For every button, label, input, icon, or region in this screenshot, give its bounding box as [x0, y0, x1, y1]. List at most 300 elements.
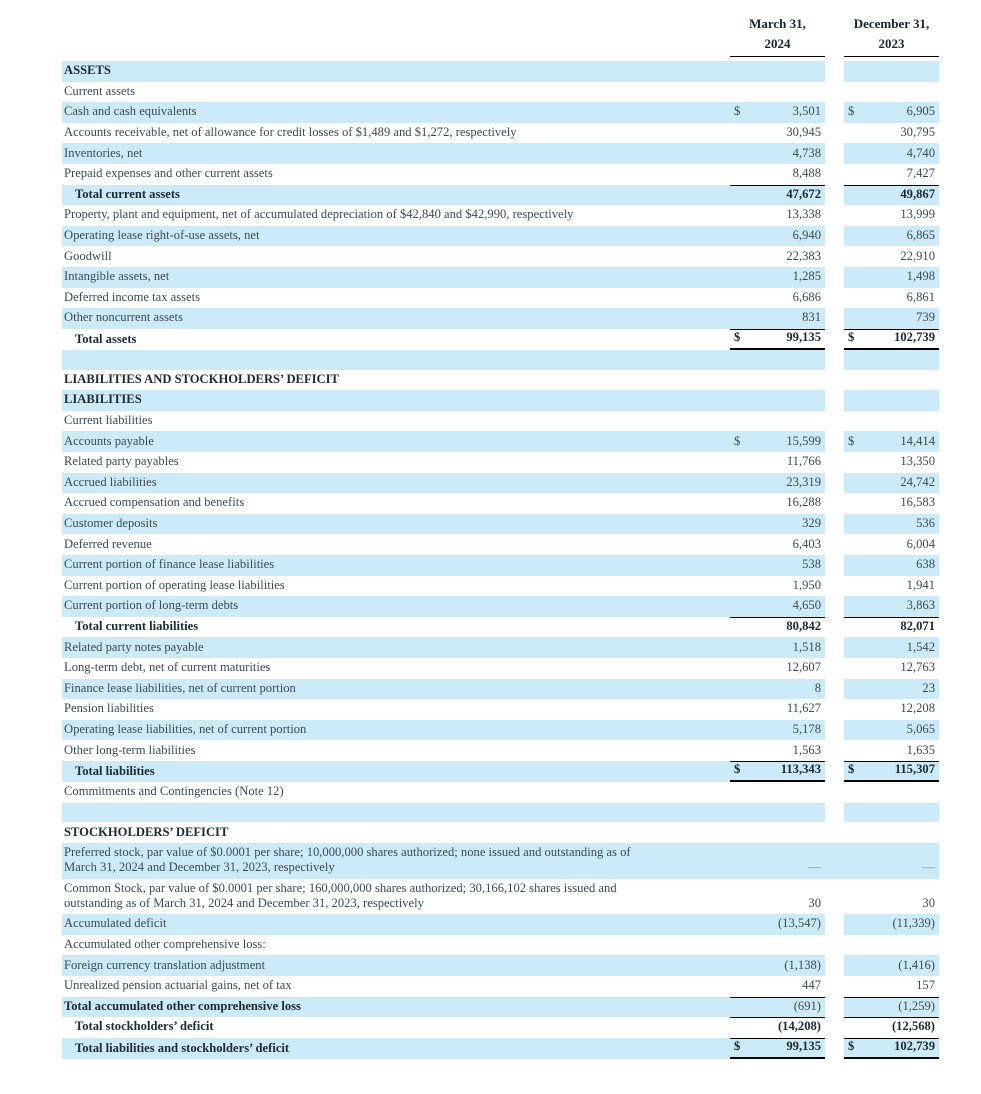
cell-value: 6,865 [906, 227, 935, 242]
value-march-31-2024 [730, 185, 825, 206]
table-row [62, 555, 939, 576]
header-date-line1: December 31, [853, 16, 930, 31]
cell-value: (13,547) [777, 916, 821, 931]
value-march-31-2024 [730, 123, 825, 144]
value-december-31-2023 [844, 61, 939, 82]
row-label [62, 976, 730, 997]
value-december-31-2023 [844, 879, 939, 915]
cell-value: 1,941 [906, 577, 935, 592]
value-december-31-2023 [844, 596, 939, 617]
value-december-31-2023 [844, 617, 939, 638]
row-label-line: Total stockholders’ deficit [75, 1019, 214, 1034]
row-label-line: Current portion of operating lease liabilities [64, 577, 285, 592]
value-march-31-2024 [730, 514, 825, 535]
table-row [62, 879, 939, 915]
cell-value: (14,208) [777, 1019, 821, 1034]
value-march-31-2024 [730, 617, 825, 638]
table-row [62, 493, 939, 514]
cell-value: 1,542 [906, 639, 935, 654]
row-label [62, 822, 730, 843]
value-march-31-2024 [730, 411, 825, 432]
cell-value: 47,672 [786, 186, 821, 201]
row-label [62, 879, 730, 915]
table-row [62, 617, 939, 638]
row-label-line: Goodwill [64, 248, 112, 263]
row-label [62, 514, 730, 535]
cell-value: 102,739 [894, 1038, 935, 1053]
column-gutter [825, 1017, 844, 1038]
cell-value: — [808, 860, 821, 875]
row-label-line: Other noncurrent assets [64, 310, 183, 325]
row-label [62, 411, 730, 432]
cell-value: 30,945 [786, 124, 821, 139]
row-label [62, 534, 730, 555]
column-gutter [825, 473, 844, 494]
row-label [62, 658, 730, 679]
table-row [62, 699, 939, 720]
row-label [62, 1038, 730, 1059]
cell-value: 102,739 [894, 329, 935, 344]
cell-value: 82,071 [900, 618, 935, 633]
row-label [62, 679, 730, 700]
table-row [62, 740, 939, 761]
spacer-row [62, 803, 939, 823]
row-label [62, 329, 730, 350]
column-gutter [825, 617, 844, 638]
table-row [62, 782, 939, 803]
row-label-line: Long-term debt, net of current maturities [64, 660, 271, 675]
column-gutter [825, 350, 844, 370]
value-december-31-2023 [844, 390, 939, 411]
cell-value: (12,568) [891, 1019, 935, 1034]
value-march-31-2024 [730, 267, 825, 288]
cell-value: 1,498 [906, 269, 935, 284]
column-gutter [825, 411, 844, 432]
cell-value: 99,135 [786, 1038, 821, 1053]
value-march-31-2024 [730, 822, 825, 843]
cell-value: (1,138) [784, 957, 821, 972]
cell-value: 23,319 [786, 474, 821, 489]
value-march-31-2024 [730, 205, 825, 226]
row-label-line: Total assets [75, 331, 137, 346]
column-gutter [825, 782, 844, 803]
row-label [62, 997, 730, 1018]
value-december-31-2023 [844, 822, 939, 843]
column-header-march-31-2024 [730, 14, 825, 57]
row-label-line: Other long-term liabilities [64, 742, 196, 757]
row-label-line: Accounts receivable, net of allowance for credit losses of $1,489 and $1,272, respectively [64, 124, 517, 139]
row-label [62, 390, 730, 411]
row-label-line: Accumulated deficit [64, 916, 167, 931]
value-march-31-2024 [730, 350, 825, 370]
cell-value: 7,427 [906, 166, 935, 181]
table-row [62, 411, 939, 432]
row-label [62, 226, 730, 247]
dollar-sign: $ [734, 329, 741, 344]
column-gutter [825, 822, 844, 843]
cell-value: 157 [916, 978, 935, 993]
balance-sheet-table [62, 14, 939, 1059]
value-march-31-2024 [730, 226, 825, 247]
column-gutter [825, 431, 844, 452]
table-row [62, 288, 939, 309]
cell-value: 447 [802, 978, 821, 993]
table-row [62, 822, 939, 843]
table-row [62, 761, 939, 782]
value-march-31-2024 [730, 914, 825, 935]
value-march-31-2024 [730, 843, 825, 879]
row-label [62, 370, 730, 391]
row-label [62, 955, 730, 976]
value-march-31-2024 [730, 761, 825, 782]
row-label-line: Pension liabilities [64, 701, 154, 716]
cell-value: 16,583 [900, 495, 935, 510]
table-row [62, 123, 939, 144]
cell-value: 4,740 [906, 145, 935, 160]
cell-value: 30 [922, 895, 935, 910]
row-label [62, 267, 730, 288]
cell-value: 5,178 [792, 721, 821, 736]
row-label [62, 288, 730, 309]
row-label [62, 935, 730, 956]
header-date-line2: 2023 [878, 36, 905, 51]
cell-value: (11,339) [892, 916, 935, 931]
value-december-31-2023 [844, 431, 939, 452]
table-row [62, 658, 939, 679]
value-december-31-2023 [844, 761, 939, 782]
value-march-31-2024 [730, 61, 825, 82]
cell-value: 12,763 [900, 660, 935, 675]
value-december-31-2023 [844, 955, 939, 976]
value-december-31-2023 [844, 205, 939, 226]
row-label [62, 164, 730, 185]
dollar-sign: $ [734, 433, 741, 448]
cell-value: 638 [916, 557, 935, 572]
row-label [62, 143, 730, 164]
cell-value: 329 [802, 515, 821, 530]
value-december-31-2023 [844, 555, 939, 576]
cell-value: 24,742 [900, 474, 935, 489]
value-march-31-2024 [730, 782, 825, 803]
value-march-31-2024 [730, 740, 825, 761]
value-december-31-2023 [844, 246, 939, 267]
cell-value: 15,599 [786, 433, 821, 448]
cell-value: 11,627 [786, 701, 821, 716]
cell-value: 12,208 [900, 701, 935, 716]
column-gutter [825, 596, 844, 617]
cell-value: 30 [808, 895, 821, 910]
row-label-line: Unrealized pension actuarial gains, net of tax [64, 978, 292, 993]
value-march-31-2024 [730, 370, 825, 391]
cell-value: 11,766 [786, 454, 821, 469]
value-march-31-2024 [730, 288, 825, 309]
column-gutter [825, 102, 844, 123]
cell-value: 1,518 [792, 639, 821, 654]
row-label-line: Related party notes payable [64, 639, 204, 654]
cell-value: 80,842 [786, 618, 821, 633]
value-december-31-2023 [844, 267, 939, 288]
row-label [62, 82, 730, 103]
value-march-31-2024 [730, 102, 825, 123]
row-label [62, 720, 730, 741]
value-december-31-2023 [844, 658, 939, 679]
value-december-31-2023 [844, 843, 939, 879]
column-gutter [825, 534, 844, 555]
cell-value: 16,288 [786, 495, 821, 510]
cell-value: 1,285 [792, 269, 821, 284]
table-row [62, 164, 939, 185]
table-row [62, 679, 939, 700]
value-december-31-2023 [844, 143, 939, 164]
row-label [62, 123, 730, 144]
cell-value: 13,350 [900, 454, 935, 469]
row-label [62, 617, 730, 638]
row-label-line: Accounts payable [64, 433, 154, 448]
row-label-line: Intangible assets, net [64, 269, 170, 284]
column-gutter [825, 61, 844, 82]
row-label [62, 843, 730, 879]
value-march-31-2024 [730, 1017, 825, 1038]
value-december-31-2023 [844, 782, 939, 803]
row-label [62, 185, 730, 206]
row-label-line: LIABILITIES [64, 392, 142, 407]
dollar-sign: $ [734, 761, 741, 776]
row-label-line: STOCKHOLDERS’ DEFICIT [64, 824, 229, 839]
table-row [62, 914, 939, 935]
dollar-sign: $ [848, 433, 855, 448]
column-gutter [825, 370, 844, 391]
value-march-31-2024 [730, 82, 825, 103]
column-gutter [825, 679, 844, 700]
row-label [62, 914, 730, 935]
row-label-line: Customer deposits [64, 515, 158, 530]
value-march-31-2024 [730, 596, 825, 617]
column-gutter [825, 720, 844, 741]
row-label-line: Finance lease liabilities, net of current portion [64, 680, 296, 695]
dollar-sign: $ [848, 1038, 855, 1053]
cell-value: 3,863 [906, 598, 935, 613]
cell-value: 113,343 [780, 761, 821, 776]
row-label [62, 308, 730, 329]
value-march-31-2024 [730, 576, 825, 597]
cell-value: 1,950 [792, 577, 821, 592]
row-label-line: Current portion of long-term debts [64, 598, 239, 613]
column-gutter [825, 143, 844, 164]
row-label [62, 102, 730, 123]
cell-value: 5,065 [906, 721, 935, 736]
spacer-row [62, 350, 939, 370]
column-gutter [825, 164, 844, 185]
cell-value: 6,861 [906, 289, 935, 304]
header-date-line2: 2024 [764, 36, 791, 51]
value-december-31-2023 [844, 740, 939, 761]
column-gutter [825, 576, 844, 597]
value-march-31-2024 [730, 493, 825, 514]
value-march-31-2024 [730, 452, 825, 473]
value-march-31-2024 [730, 431, 825, 452]
row-label [62, 761, 730, 782]
dollar-sign: $ [848, 329, 855, 344]
column-gutter [825, 843, 844, 879]
row-label [62, 350, 730, 370]
table-row [62, 935, 939, 956]
cell-value: 6,940 [792, 227, 821, 242]
value-march-31-2024 [730, 997, 825, 1018]
value-march-31-2024 [730, 679, 825, 700]
value-december-31-2023 [844, 1017, 939, 1038]
value-december-31-2023 [844, 226, 939, 247]
value-december-31-2023 [844, 935, 939, 956]
table-row [62, 955, 939, 976]
column-gutter [825, 267, 844, 288]
value-december-31-2023 [844, 123, 939, 144]
value-december-31-2023 [844, 350, 939, 370]
column-gutter [825, 1038, 844, 1059]
table-row [62, 452, 939, 473]
header-date-line1: March 31, [749, 16, 806, 31]
row-label [62, 61, 730, 82]
row-label [62, 699, 730, 720]
column-gutter [825, 555, 844, 576]
cell-value: — [922, 860, 935, 875]
column-gutter [825, 329, 844, 350]
value-december-31-2023 [844, 102, 939, 123]
cell-value: 3,501 [792, 104, 821, 119]
cell-value: (1,416) [898, 957, 935, 972]
value-december-31-2023 [844, 185, 939, 206]
cell-value: 23 [922, 680, 935, 695]
table-row [62, 576, 939, 597]
column-gutter [825, 976, 844, 997]
value-december-31-2023 [844, 976, 939, 997]
table-row [62, 102, 939, 123]
table-row [62, 431, 939, 452]
value-march-31-2024 [730, 720, 825, 741]
row-label-line: Operating lease liabilities, net of current portion [64, 721, 307, 736]
value-march-31-2024 [730, 164, 825, 185]
row-label-line: Prepaid expenses and other current assets [64, 166, 273, 181]
row-label-line: Accumulated other comprehensive loss: [64, 936, 266, 951]
column-gutter [825, 761, 844, 782]
table-header [62, 14, 939, 57]
table-row [62, 843, 939, 879]
row-label [62, 782, 730, 803]
cell-value: 538 [802, 557, 821, 572]
table-row [62, 82, 939, 103]
row-label-line: Total liabilities [75, 763, 155, 778]
row-label-line: Total current liabilities [75, 618, 199, 633]
row-label-line: Inventories, net [64, 145, 143, 160]
value-december-31-2023 [844, 473, 939, 494]
row-label [62, 1017, 730, 1038]
column-gutter [825, 879, 844, 915]
cell-value: 8 [814, 680, 821, 695]
row-label [62, 246, 730, 267]
dollar-sign: $ [734, 1038, 741, 1053]
row-label-line: Deferred income tax assets [64, 289, 201, 304]
table-row [62, 390, 939, 411]
value-march-31-2024 [730, 534, 825, 555]
row-label-line: Current portion of finance lease liabilities [64, 557, 275, 572]
row-label-line: Common Stock, par value of $0.0001 per share; 160,000,000 shares authorized; 30,166,102 shares issued and [64, 880, 617, 895]
row-label [62, 596, 730, 617]
row-label-line: Current liabilities [64, 413, 153, 427]
table-row [62, 205, 939, 226]
cell-value: 1,563 [792, 742, 821, 757]
row-label-line: Cash and cash equivalents [64, 104, 197, 119]
row-label [62, 452, 730, 473]
value-december-31-2023 [844, 514, 939, 535]
table-row [62, 267, 939, 288]
column-gutter [825, 246, 844, 267]
column-gutter [825, 740, 844, 761]
row-label [62, 473, 730, 494]
value-december-31-2023 [844, 720, 939, 741]
value-march-31-2024 [730, 143, 825, 164]
table-row [62, 976, 939, 997]
row-label [62, 493, 730, 514]
value-december-31-2023 [844, 370, 939, 391]
column-gutter [825, 658, 844, 679]
cell-value: 12,607 [786, 660, 821, 675]
value-december-31-2023 [844, 411, 939, 432]
column-gutter [825, 514, 844, 535]
table-row [62, 226, 939, 247]
cell-value: 6,905 [906, 104, 935, 119]
table-row [62, 246, 939, 267]
cell-value: 22,910 [900, 248, 935, 263]
table-row [62, 61, 939, 82]
row-label-line: Preferred stock, par value of $0.0001 per share; 10,000,000 shares authorized; none issued and outstanding as of [64, 844, 631, 859]
column-header-december-31-2023 [844, 14, 939, 57]
cell-value: 13,338 [786, 207, 821, 222]
value-december-31-2023 [844, 308, 939, 329]
cell-value: 8,488 [792, 166, 821, 181]
value-december-31-2023 [844, 576, 939, 597]
column-gutter [825, 226, 844, 247]
table-row [62, 534, 939, 555]
column-gutter [825, 914, 844, 935]
column-gutter [825, 82, 844, 103]
table-row [62, 308, 939, 329]
row-label [62, 740, 730, 761]
value-march-31-2024 [730, 637, 825, 658]
cell-value: 13,999 [900, 207, 935, 222]
column-gutter [825, 699, 844, 720]
row-label-line: Accrued liabilities [64, 474, 157, 489]
cell-value: 4,738 [792, 145, 821, 160]
row-label [62, 637, 730, 658]
value-march-31-2024 [730, 803, 825, 823]
value-march-31-2024 [730, 955, 825, 976]
cell-value: 6,686 [792, 289, 821, 304]
row-label-line: Operating lease right-of-use assets, net [64, 227, 260, 242]
row-label-line: Accrued compensation and benefits [64, 495, 245, 510]
table-row [62, 997, 939, 1018]
table-row [62, 1017, 939, 1038]
row-label [62, 576, 730, 597]
table-row [62, 143, 939, 164]
cell-value: 6,004 [906, 536, 935, 551]
column-gutter [825, 308, 844, 329]
value-december-31-2023 [844, 164, 939, 185]
value-december-31-2023 [844, 82, 939, 103]
value-december-31-2023 [844, 1038, 939, 1059]
row-label-line: LIABILITIES AND STOCKHOLDERS’ DEFICIT [64, 371, 339, 386]
row-label-line: March 31, 2024 and December 31, 2023, respectively [64, 860, 335, 875]
table-row [62, 1038, 939, 1059]
table-row [62, 637, 939, 658]
